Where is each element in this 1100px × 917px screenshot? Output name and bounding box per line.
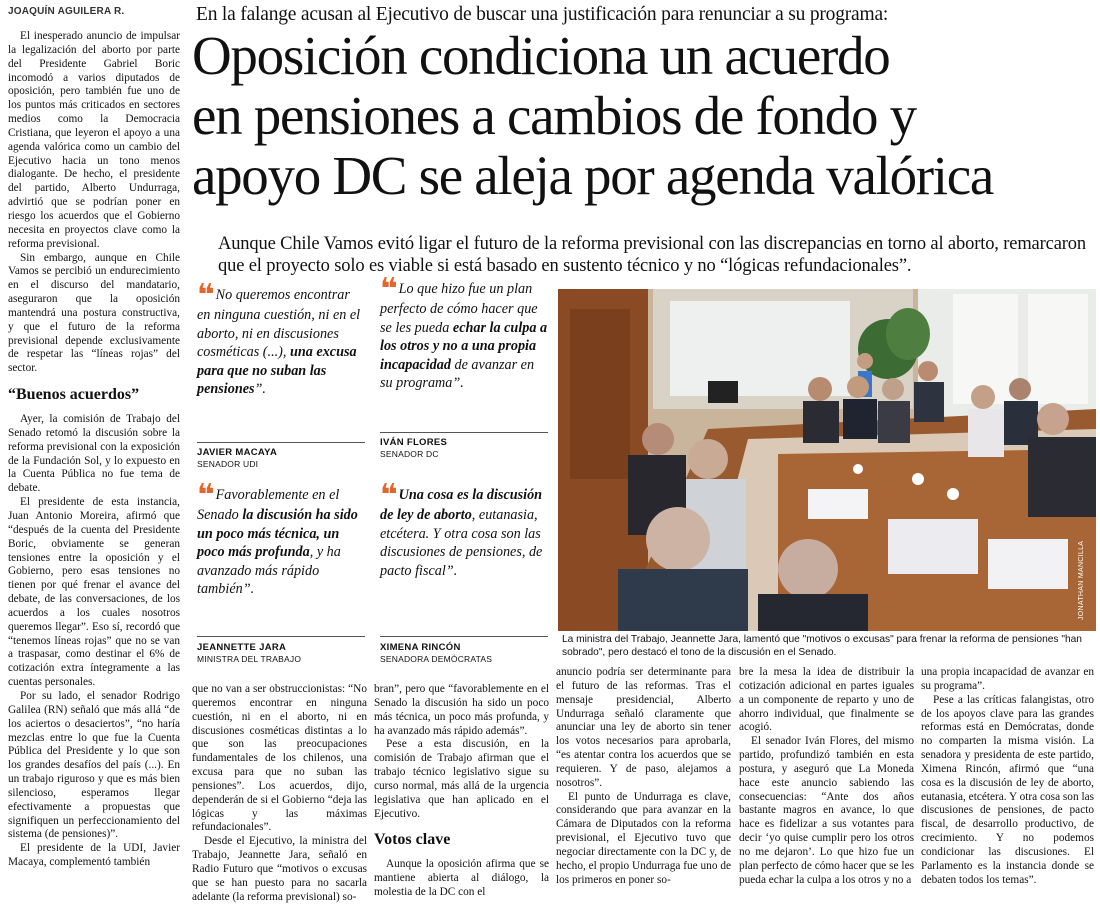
paragraph: El inesperado anuncio de impulsar la legalización del aborto por parte del Presidente Gabriel Boric incomodó a varios diputados de oposición, pero también fue uno de los puntos más criticados en sectores medios como la Democracia Cristiana, que leyeron el apoyo a una agenda valórica como un cambio del Ejecutivo hacia un tono menos dialogante. De hecho, el presidente del partido, Alberto Undurraga, advirtió que se podrían poner en riesgo los acuerdos que el Gobierno necesita en proyectos clave como la reforma previsional.	[8, 30, 180, 250]
paragraph: bran”, pero que “favorablemente en el Senado la discusión ha sido un poco más técnica, un poco más profunda, y ha avanzado más rápido además”.	[374, 683, 549, 737]
quote-author: JAVIER MACAYA	[197, 447, 278, 458]
article-column-5	[739, 666, 914, 888]
quote-mark-icon: ❝	[380, 478, 395, 513]
paragraph: El senador Iván Flores, del mismo partido, profundizó también en esta postura, y aseguró que La Moneda hace este anuncio sabiendo las consecuencias: “Ante dos años bastante magros en avance, lo que hace es fidelizar a sus votantes para decir ‘yo quise cumplir pero los otros no me dejaron’. Lo que hizo fue un plan perfecto de cómo hacer que se les pueda echar la culpa a los otros y no a	[739, 735, 914, 886]
headline-line: en pensiones a cambios de fondo y	[192, 85, 916, 146]
paragraph: Sin embargo, aunque en Chile Vamos se percibió un endurecimiento en el discurso del mandatario, aseguraron que la oposición mantendrá una postura constructiva, y que el futuro de la reforma previsional depende exclusivamente de respetar las “líneas rojas” del sector.	[8, 251, 180, 375]
quote-text: Lo que hizo fue un plan perfecto de cómo hacer que se les pueda	[380, 281, 538, 336]
quote-author-role: MINISTRA DEL TRABAJO	[197, 654, 302, 664]
paragraph: Ayer, la comisión de Trabajo del Senado retomó la discusión sobre la reforma previsional con la exposición de la Fundación Sol, y lo expuesto en la Cuenta Pública no fue tema de debate.	[8, 413, 180, 495]
news-photo	[558, 289, 1096, 631]
paragraph: anuncio podría ser determinante para el futuro de las reformas. Tras el mensaje presidencial, Alberto Undurraga señaló claramente que anunciar una ley de aborto sin tener los votos necesarios para aprobarla, “es atentar contra los acuerdos que se requieren. Y de paso, alejamos a nosotros”.	[556, 666, 731, 789]
quote-divider	[197, 442, 365, 443]
quote-text: Favorablemente en el Senado	[197, 487, 340, 523]
photo-credit: JONATHAN MANCILLA	[1078, 540, 1085, 620]
paragraph: Pese a esta discusión, en la comisión de Trabajo afirman que el trabajo técnico legislativo sigue su curso normal, más allá de la urgencia legislativa que han aplicado en el Ejecutivo.	[374, 738, 549, 820]
pull-quote	[380, 478, 548, 580]
headline	[192, 26, 1100, 206]
paragraph: El presidente de la UDI, Javier Macaya, complementó también	[8, 842, 180, 869]
quote-divider	[380, 636, 548, 637]
deck-subtitle: Aunque Chile Vamos evitó ligar el futuro de la reforma previsional con las discrepancias en torno al aborto, remarcaron que el proyecto solo es viable si está basado en sustento técnico y no “lógicas refundacionales”.	[218, 234, 1086, 276]
kicker: En la falange acusan al Ejecutivo de buscar una justificación para renunciar a su programa:	[196, 4, 889, 25]
article-column-6	[921, 666, 1094, 888]
quote-divider	[197, 636, 365, 637]
paragraph: El presidente de esta instancia, Juan Antonio Moreira, afirmó que “después de la cuenta del Presidente Boric, obviamente se generan tensiones entre la oposición y el Gobierno, pero esas tensiones no tienen por qué frenar el avance del debate, de las conversaciones, de los acuerdos a los cuales nosotros queremos llegar”. Eso sí, recordó que “tenemos líneas rojas” que no se van a traspasar, como destinar el 6% de cotización extra íntegramente a las cuentas personales.	[8, 496, 180, 689]
article-column-4	[556, 666, 731, 888]
quote-text: No queremos encontrar en ninguna cuestión, ni en el aborto, ni en discusiones cosméticas (...),	[197, 287, 361, 361]
article-column-3	[374, 683, 549, 900]
paragraph: bre la mesa la idea de distribuir la cotización adicional en partes iguales a un componente de reparto y uno de ahorro individual, que finalmente se acogió.	[739, 666, 914, 734]
quote-text: , y ha avanzado más rápido también”.	[197, 544, 341, 598]
paragraph: Por su lado, el senador Rodrigo Galilea (RN) señaló que más allá “de los aciertos o desaciertos”, “no haría mezclas entre lo que fue la Cuenta Pública del Presidente y lo que son los grandes desafíos del país (...). En un trabajo riguroso y que es más bien silencioso, esperamos llegar efectivamente a propuestas que signifiquen un perfeccionamiento del sistema (de pensiones)”.	[8, 689, 180, 841]
paragraph: Aunque la oposición afirma que se mantiene abierta al diálogo, la molestia de la DC con el	[374, 858, 549, 899]
quote-mark-icon: ❝	[380, 272, 395, 307]
quote-author-role: SENADOR UDI	[197, 459, 259, 469]
headline-line: Oposición condiciona un acuerdo	[192, 25, 890, 86]
quote-mark-icon: ❝	[197, 478, 212, 513]
headline-line: apoyo DC se aleja por agenda valórica	[192, 145, 993, 206]
quote-mark-icon: ❝	[197, 278, 212, 313]
pull-quote	[380, 272, 548, 393]
subheading: “Buenos acuerdos”	[8, 386, 140, 404]
quote-emphasis: echar la culpa a los otros y no a una propia incapacidad	[380, 319, 548, 373]
pull-quote	[197, 478, 365, 599]
quote-emphasis: la discusión ha sido un poco más técnica, un poco más profunda	[197, 507, 358, 561]
pull-quote	[197, 278, 365, 399]
paragraph: Desde el Ejecutivo, la ministra del Trabajo, Jeannette Jara, señaló en Radio Futuro que “motivos o excusas que se han puesto para no sacarla adelante (la reforma previsional) so-	[192, 835, 367, 903]
quote-author: JEANNETTE JARA	[197, 642, 287, 653]
meeting-illustration	[558, 289, 1096, 631]
paragraph: que no van a ser obstruccionistas: “No queremos encontrar en ninguna cuestión, ni en el aborto, ni en discusiones cosméticas distintas a lo que son las preocupaciones fundamentales de los chilenos, una excusa para que no suban las pensiones”. Los acuerdos, dijo, dependerán de si el Gobierno “deja las lógicas y las máximas refundacionales”.	[192, 683, 367, 834]
quote-author: XIMENA RINCÓN	[380, 642, 461, 653]
quote-divider	[380, 432, 548, 433]
quote-emphasis: Una cosa es la discusión de ley de aborto	[380, 487, 543, 523]
paragraph: Pese a las críticas falangistas, otro de los apoyos clave para las grandes reformas está en Demócratas, donde no comparten la misma visión. La senadora y presidenta de este partido, Ximena Rincón, afirmó que “una cosa es la discusión de ley de aborto, eutanasia, etcétera. Y otra cosa son las discusiones de pensiones, de pacto fiscal, de desarrollo productivo, de crecimiento. Y no podemos condicionar las discusiones. El Parlamento es la instancia donde se debaten todos los temas”.	[921, 693, 1094, 886]
quote-text: de avanzar en su programa”.	[380, 356, 535, 392]
quote-author-role: SENADOR DC	[380, 449, 439, 459]
quote-author: IVÁN FLORES	[380, 437, 448, 448]
quote-author-role: SENADORA DEMÓCRATAS	[380, 654, 493, 664]
paragraph: una propia incapacidad de avanzar en su programa”.	[921, 666, 1094, 692]
photo-caption: La ministra del Trabajo, Jeannette Jara, lamentó que "motivos o excusas" para frenar la reforma de pensiones "han sobrado", pero destacó el tono de la discusión en el Senado.	[562, 634, 1082, 658]
paragraph: El punto de Undurraga es clave, considerando que para avanzar en la Cámara de Diputados con la reforma previsional, el Ejecutivo tuvo que negociar directamente con la DC y, de hecho, el propio Undurraga fue uno de los primeros en poner so-	[556, 790, 731, 886]
subheading: Votos clave	[374, 831, 451, 849]
article-column-1	[8, 30, 180, 870]
quote-text: , eutanasia, etcétera. Y otra cosa son las discusiones de pensiones, de pacto fiscal”.	[380, 507, 543, 579]
article-column-2	[192, 683, 367, 905]
quote-text: ”.	[254, 381, 266, 398]
byline: JOAQUÍN AGUILERA R.	[8, 6, 125, 17]
quote-emphasis: una excusa para que no suban las pensiones	[197, 344, 357, 398]
